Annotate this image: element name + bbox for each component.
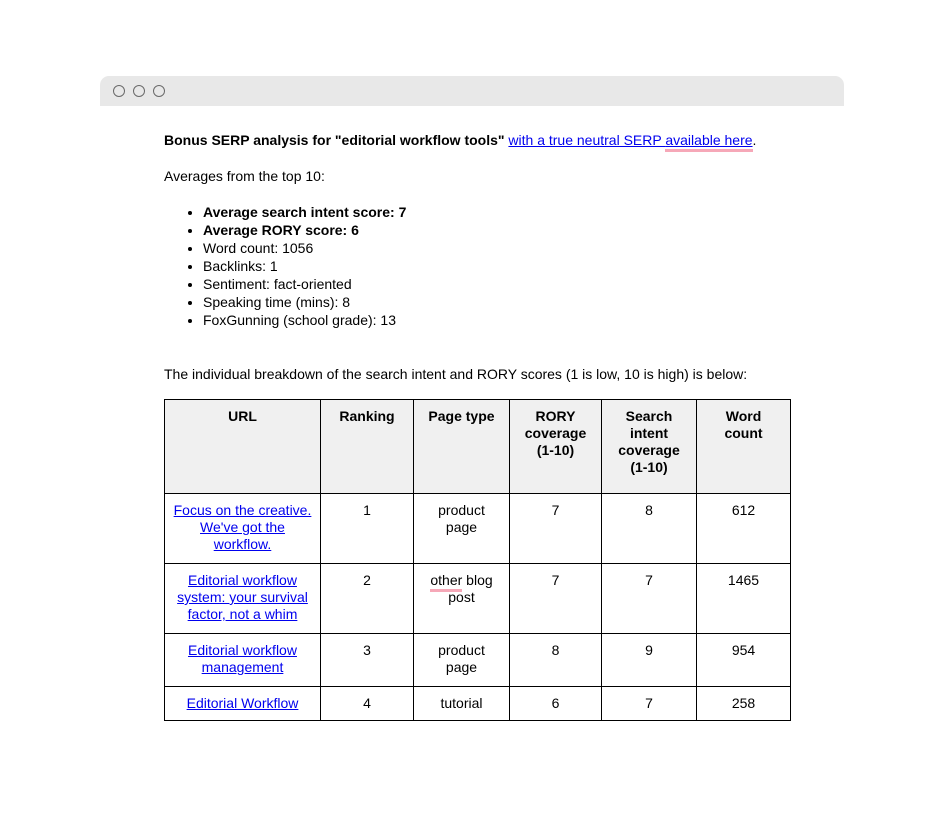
word-count-cell: 612	[697, 494, 791, 564]
ranking-cell: 4	[321, 687, 414, 721]
ranking-cell: 2	[321, 564, 414, 634]
document-body	[100, 106, 844, 761]
url-cell	[165, 564, 321, 634]
result-link[interactable]: Editorial workflow management	[188, 642, 297, 675]
word-count-cell: 954	[697, 634, 791, 687]
window-control-icon[interactable]	[133, 85, 145, 97]
list-item: • Backlinks: 1	[203, 257, 790, 275]
list-item: • Average RORY score: 6	[203, 221, 790, 239]
search-intent-cell: 9	[602, 634, 697, 687]
serp-link[interactable]	[508, 132, 752, 152]
heading-period: .	[752, 132, 757, 148]
list-item: • Average search intent score: 7	[203, 203, 790, 221]
page-type-rest: blog post	[448, 572, 493, 605]
window-control-icon[interactable]	[113, 85, 125, 97]
word-count-cell: 1465	[697, 564, 791, 634]
window-control-icon[interactable]	[153, 85, 165, 97]
search-intent-cell: 7	[602, 687, 697, 721]
result-link[interactable]: Editorial workflow system: your survival factor, not a whim	[177, 572, 308, 622]
rory-coverage-cell: 7	[510, 564, 602, 634]
table-row	[165, 634, 791, 687]
page-type-cell: tutorial	[414, 687, 510, 721]
table-header-row	[165, 400, 791, 494]
word-count-cell: 258	[697, 687, 791, 721]
column-header-url: URL	[165, 400, 321, 494]
column-header-search-intent-coverage: Search intent coverage (1-10)	[602, 400, 697, 494]
rory-coverage-cell: 7	[510, 494, 602, 564]
list-item: • Word count: 1056	[203, 239, 790, 257]
table-row	[165, 494, 791, 564]
column-header-ranking: Ranking	[321, 400, 414, 494]
heading-bold-text: Bonus SERP analysis for "editorial workflow tools"	[164, 132, 509, 148]
ranking-cell: 3	[321, 634, 414, 687]
url-cell	[165, 687, 321, 721]
list-item: • Speaking time (mins): 8	[203, 293, 790, 311]
heading	[164, 131, 790, 149]
averages-label: Averages from the top 10:	[164, 168, 325, 184]
list-item: • Sentiment: fact-oriented	[203, 275, 790, 293]
breakdown-label: The individual breakdown of the search intent and RORY scores (1 is low, 10 is high) is below:	[164, 366, 748, 382]
page-type-cell: product page	[414, 634, 510, 687]
page-type-cell: product page	[414, 494, 510, 564]
list-item: • FoxGunning (school grade): 13	[203, 311, 790, 329]
rory-coverage-cell: 6	[510, 687, 602, 721]
result-link[interactable]: Focus on the creative. We've got the workflow.	[173, 502, 312, 552]
serp-link-plain[interactable]: with a true neutral SERP	[508, 132, 666, 148]
search-intent-cell: 8	[602, 494, 697, 564]
url-cell	[165, 634, 321, 687]
column-header-page-type: Page type	[414, 400, 510, 494]
search-intent-cell: 7	[602, 564, 697, 634]
serp-link-highlighted[interactable]: available here	[665, 132, 752, 152]
table-row	[165, 564, 791, 634]
column-header-rory-coverage: RORY coverage (1-10)	[510, 400, 602, 494]
document-window	[100, 76, 844, 761]
ranking-cell: 1	[321, 494, 414, 564]
averages-list	[164, 203, 790, 329]
column-header-word-count: Word count	[697, 400, 791, 494]
rory-coverage-cell: 8	[510, 634, 602, 687]
page-type-cell	[414, 564, 510, 634]
page-type-highlighted: other	[430, 572, 462, 592]
serp-table	[164, 399, 791, 721]
window-titlebar	[100, 76, 844, 106]
url-cell	[165, 494, 321, 564]
result-link[interactable]: Editorial Workflow	[186, 695, 299, 711]
table-row	[165, 687, 791, 721]
